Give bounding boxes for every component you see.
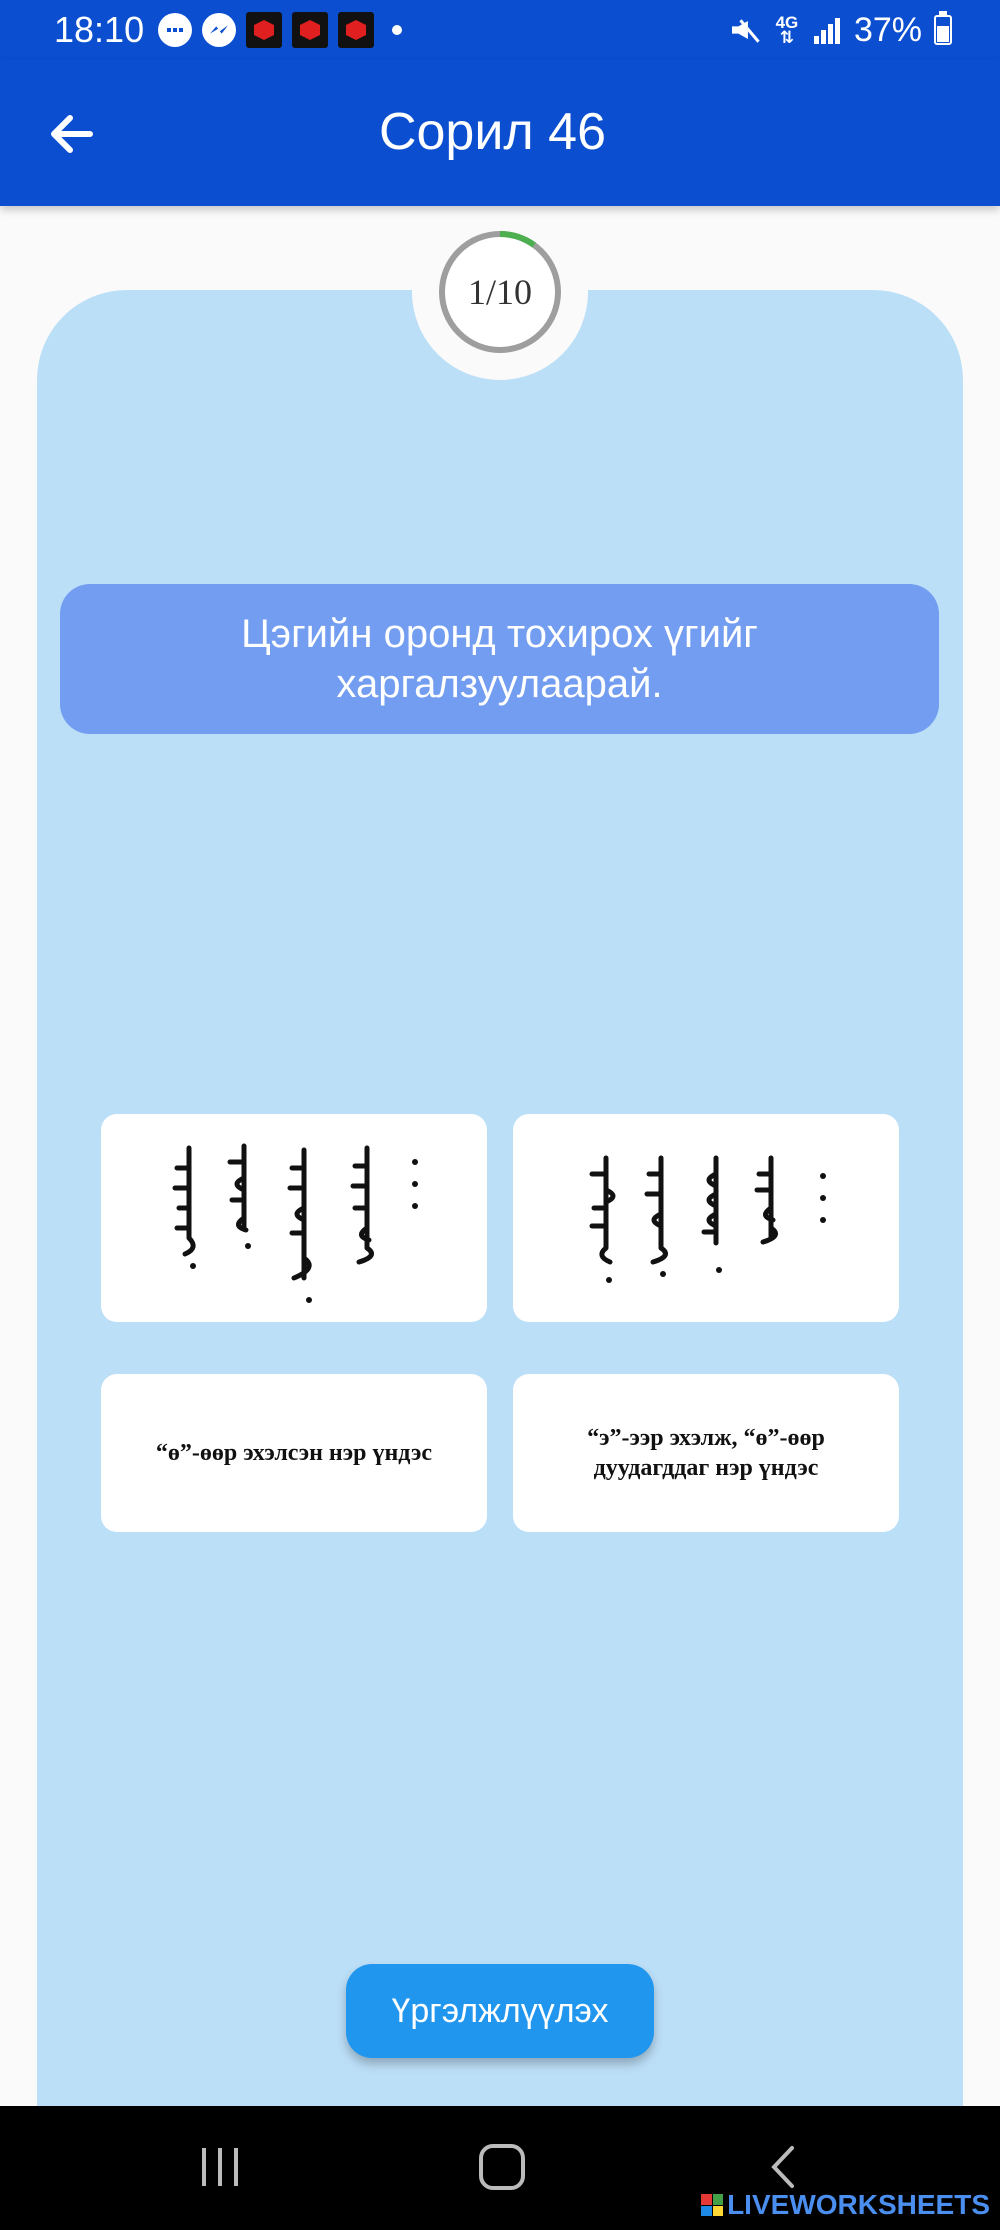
status-indicators [730, 8, 952, 52]
answer-tile-1[interactable] [101, 1374, 487, 1532]
network-type: 4G [775, 13, 799, 32]
answer-label: “э”-ээр эхэлж, “ө”-өөр дуудагддаг нэр үндэс [587, 1425, 825, 1481]
instruction-box [60, 584, 939, 734]
network-type-icon: 4G ⇅ [775, 13, 799, 47]
mongolian-script-image [149, 1128, 439, 1308]
signal-icon [812, 16, 842, 44]
app-notification-icon [246, 12, 282, 48]
system-nav-bar [0, 2106, 1000, 2230]
notification-icons [158, 13, 402, 47]
status-time: 18:10 [54, 9, 145, 50]
mongolian-script-image [561, 1128, 851, 1308]
battery-percent: 37% [853, 10, 922, 49]
chevron-left-icon [760, 2142, 810, 2192]
answer-tile-2[interactable] [513, 1374, 899, 1532]
app-notification-icon [292, 12, 328, 48]
more-notifications-dot [392, 25, 402, 35]
recent-apps-button[interactable] [196, 2144, 246, 2190]
messenger-icon [202, 13, 236, 47]
script-tile-2[interactable] [513, 1114, 899, 1322]
page-title: Сорил 46 [378, 103, 607, 161]
chat-bubble-icon [158, 13, 192, 47]
mute-icon [730, 15, 762, 45]
app-notification-icon [338, 12, 374, 48]
status-bar [0, 0, 1000, 60]
progress-label: 1/10 [467, 272, 532, 312]
home-button[interactable] [479, 2144, 525, 2190]
system-back-button[interactable] [760, 2142, 810, 2192]
liveworksheets-watermark [701, 2188, 990, 2222]
answer-label: “ө”-өөр эхэлсэн нэр үндэс [155, 1440, 433, 1466]
watermark-text: LIVEWORKSHEETS [727, 2189, 990, 2220]
battery-icon [934, 15, 952, 45]
continue-button[interactable]: Үргэлжлүүлэх [346, 1964, 654, 2058]
app-bar [0, 60, 1000, 206]
instruction-text: Цэгийн оронд тохирох үгийг харгалзуулаарай. [241, 612, 758, 706]
script-tile-1[interactable] [101, 1114, 487, 1322]
liveworksheets-logo-icon [701, 2194, 723, 2216]
